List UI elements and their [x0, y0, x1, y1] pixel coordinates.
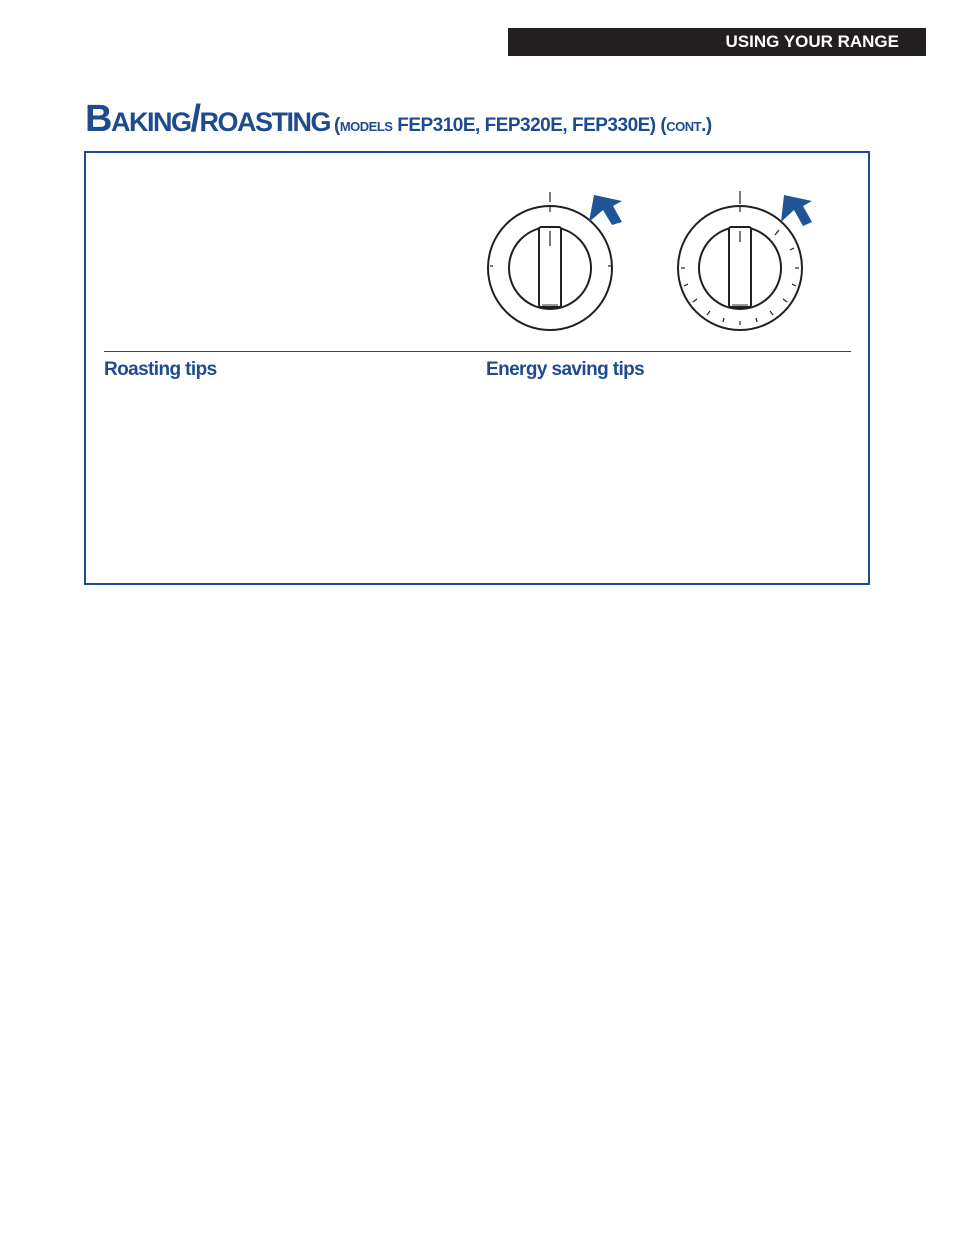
oven-timer-knob-icon: [672, 186, 822, 336]
section-header-label: USING YOUR RANGE: [725, 32, 899, 51]
page-title: [85, 100, 712, 138]
page-title-main: Baking/roasting: [85, 98, 330, 140]
counterclockwise-arrow-icon: [589, 195, 622, 225]
section-divider: [104, 351, 851, 352]
page-title-subtitle: (models FEP310E, FEP320E, FEP330E) (cont.): [334, 115, 712, 136]
section-header-bar: [508, 28, 926, 56]
energy-saving-tips-heading: Energy saving tips: [486, 359, 645, 380]
oven-temperature-knob-icon: [482, 186, 632, 336]
counterclockwise-arrow-icon: [781, 195, 812, 226]
roasting-tips-heading: Roasting tips: [104, 359, 217, 380]
